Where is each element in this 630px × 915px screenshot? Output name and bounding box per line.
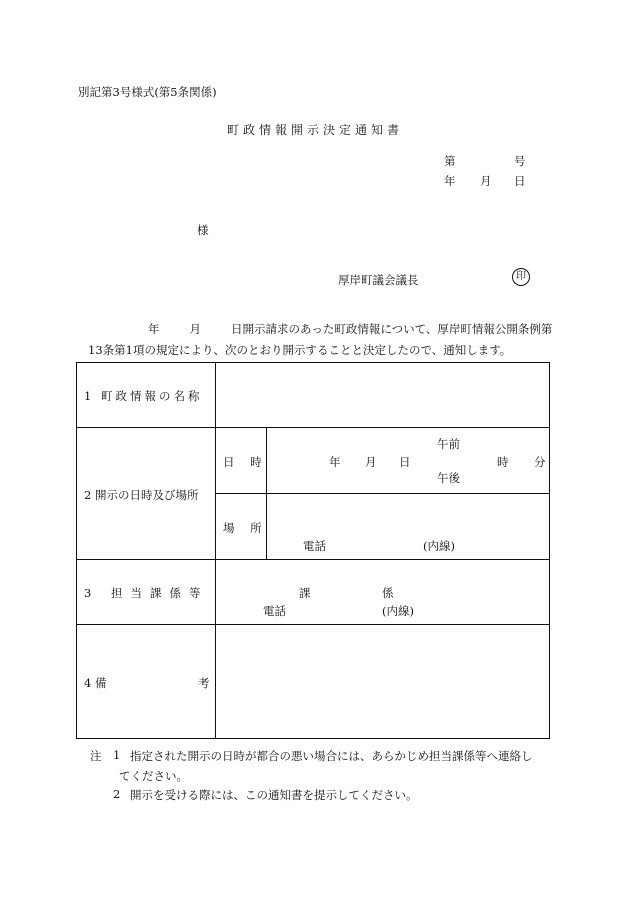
am-label: 午前 — [437, 437, 460, 451]
column-divider — [215, 363, 216, 738]
row4-label-right: 考 — [198, 676, 210, 690]
datetime-label: 日 時 — [223, 455, 268, 469]
form-reference: 別記第3号様式(第5条関係) — [78, 85, 217, 99]
addressee-honorific: 様 — [197, 223, 209, 237]
column-divider — [266, 427, 267, 559]
issuer-name: 厚岸町議会議長 — [338, 273, 419, 287]
contact-extension-label: (内線) — [382, 604, 414, 618]
place-extension-label: (内線) — [423, 539, 455, 553]
notes-prefix: 注 — [90, 749, 102, 763]
body-line-1-text: 日開示請求のあった町政情報について、厚岸町情報公開条例第 — [231, 322, 553, 336]
document-title: 町政情報開示決定通知書 — [226, 123, 403, 137]
date-month-label: 月 — [480, 174, 492, 188]
body-line-2: 13条第1項の規定により、次のとおり開示することと決定したので、通知します。 — [88, 343, 512, 357]
row-divider — [77, 559, 549, 560]
disclosure-table — [76, 362, 550, 739]
section-label: 課 — [299, 586, 311, 600]
hour-label: 時 — [497, 455, 509, 469]
minute-label: 分 — [534, 455, 546, 469]
datetime-year: 年 — [329, 455, 341, 469]
place-phone-label: 電話 — [303, 539, 326, 553]
place-label: 場 所 — [223, 521, 268, 535]
pm-label: 午後 — [437, 471, 460, 485]
subsection-label: 係 — [382, 586, 394, 600]
date-year-label: 年 — [444, 174, 456, 188]
document-number-suffix: 号 — [514, 154, 526, 168]
document-number-prefix: 第 — [444, 154, 456, 168]
datetime-month: 月 — [365, 455, 377, 469]
note-1-line-2: てください。 — [119, 769, 188, 783]
body-line-1 — [148, 321, 552, 337]
note-1-number: 1 — [113, 748, 121, 762]
note-2-number: 2 — [113, 787, 121, 801]
row-divider — [77, 427, 549, 428]
note-1-line-1: 指定された開示の日時が都合の悪い場合には、あらかじめ担当課係等へ連絡し — [130, 749, 533, 763]
row3-label: 3 担当課係等 — [84, 586, 209, 600]
row1-label: 1 町政情報の名称 — [84, 389, 203, 403]
row4-label-left: 4 備 — [84, 676, 107, 690]
body-year-label: 年 — [148, 322, 160, 336]
datetime-day: 日 — [399, 455, 411, 469]
note-2-text: 開示を受ける際には、この通知書を提示してください。 — [130, 788, 418, 802]
row-divider — [77, 624, 549, 625]
contact-phone-label: 電話 — [263, 604, 286, 618]
date-day-label: 日 — [514, 174, 526, 188]
seal-mark: 印 — [512, 268, 530, 286]
body-month-label: 月 — [189, 322, 201, 336]
row2-label: 2 開示の日時及び場所 — [84, 488, 199, 502]
